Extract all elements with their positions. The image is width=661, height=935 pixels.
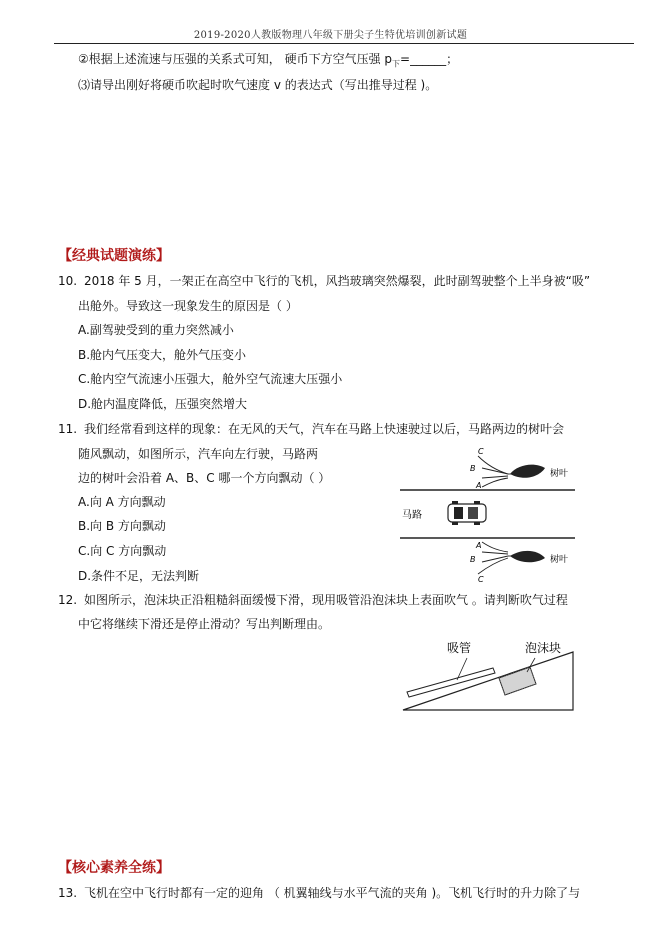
- prev-line-3: ⑶请导出刚好将硬币吹起时吹气速度 v 的表达式（写出推导过程 )。: [78, 78, 438, 92]
- q11-line-2: 随风飘动，如图所示，汽车向左行驶，马路两: [78, 447, 319, 461]
- q13-line-1: 飞机在空中飞行时都有一定的迎角 （ 机翼轴线与水平气流的夹角 )。飞机飞行时的升力除了与: [84, 886, 581, 900]
- section-title-core: 【核心素养全练】: [58, 860, 170, 876]
- incline-slope: [403, 652, 573, 710]
- q11-option-d: D.条件不足，无法判断: [78, 569, 200, 583]
- q10-option-c: C.舱内空气流速小压强大，舱外空气流速大压强小: [78, 372, 343, 386]
- leaf-label-bottom: 树叶: [550, 555, 569, 565]
- prev-line-2-blank: =______；: [400, 52, 459, 66]
- foam-label: 泡沫块: [525, 641, 562, 655]
- q10-number: 10.: [58, 274, 78, 288]
- q10-option-d: D.舱内温度降低，压强突然增大: [78, 397, 248, 411]
- prev-line-2-sub: 下: [392, 59, 401, 69]
- leaf-label-top: 树叶: [550, 469, 569, 479]
- q11-option-c: C.向 C 方向飘动: [78, 544, 167, 558]
- label-c-bottom: C: [478, 575, 484, 584]
- q12-incline-figure: [395, 630, 595, 715]
- prev-line-2-text: ②根据上述流速与压强的关系式可知， 硬币下方空气压强 p: [78, 52, 393, 66]
- car-icon: [448, 501, 486, 525]
- q10-line-2: 出舱外。导致这一现象发生的原因是（ ）: [78, 299, 298, 313]
- road-label: 马路: [402, 510, 422, 521]
- q11-road-figure: [390, 440, 590, 585]
- q10-option-a: A.副驾驶受到的重力突然减小: [78, 323, 234, 337]
- q12-line-2: 中它将继续下滑还是停止滑动？写出判断理由。: [78, 617, 331, 631]
- q10-option-b: B.舱内气压变大，舱外气压变小: [78, 348, 247, 362]
- leaf-bottom-icon: [510, 551, 545, 562]
- q10-line-1: 2018 年 5 月，一架正在高空中飞行的飞机，风挡玻璃突然爆裂，此时副驾驶整个上半身被“吸”: [84, 274, 591, 288]
- straw-label: 吸管: [447, 641, 472, 655]
- q11-option-b: B.向 B 方向飘动: [78, 519, 166, 533]
- q13-number: 13.: [58, 886, 78, 900]
- q11-number: 11.: [58, 422, 78, 436]
- q11-option-a: A.向 A 方向飘动: [78, 495, 166, 509]
- page-header: 2019-2020人教版物理八年级下册尖子生特优培训创新试题: [193, 30, 468, 41]
- label-b-top: B: [470, 464, 476, 473]
- label-a-bottom: A: [476, 541, 482, 550]
- label-a-top: A: [476, 481, 482, 490]
- q11-line-3: 边的树叶会沿着 A、B、C 哪一个方向飘动（ ）: [78, 471, 331, 485]
- header-rule: [54, 43, 634, 44]
- label-c-top: C: [478, 447, 484, 456]
- q11-line-1: 我们经常看到这样的现象：在无风的天气，汽车在马路上快速驶过以后，马路两边的树叶会: [84, 422, 565, 436]
- q12-number: 12.: [58, 593, 78, 607]
- prev-line-2: [78, 51, 458, 72]
- leaf-top-icon: [510, 465, 545, 478]
- section-title-classic: 【经典试题演练】: [58, 248, 170, 264]
- label-b-bottom: B: [470, 555, 476, 564]
- q12-line-1: 如图所示，泡沫块正沿粗糙斜面缓慢下滑，现用吸管沿泡沫块上表面吹气 。请判断吹气过程: [84, 593, 568, 607]
